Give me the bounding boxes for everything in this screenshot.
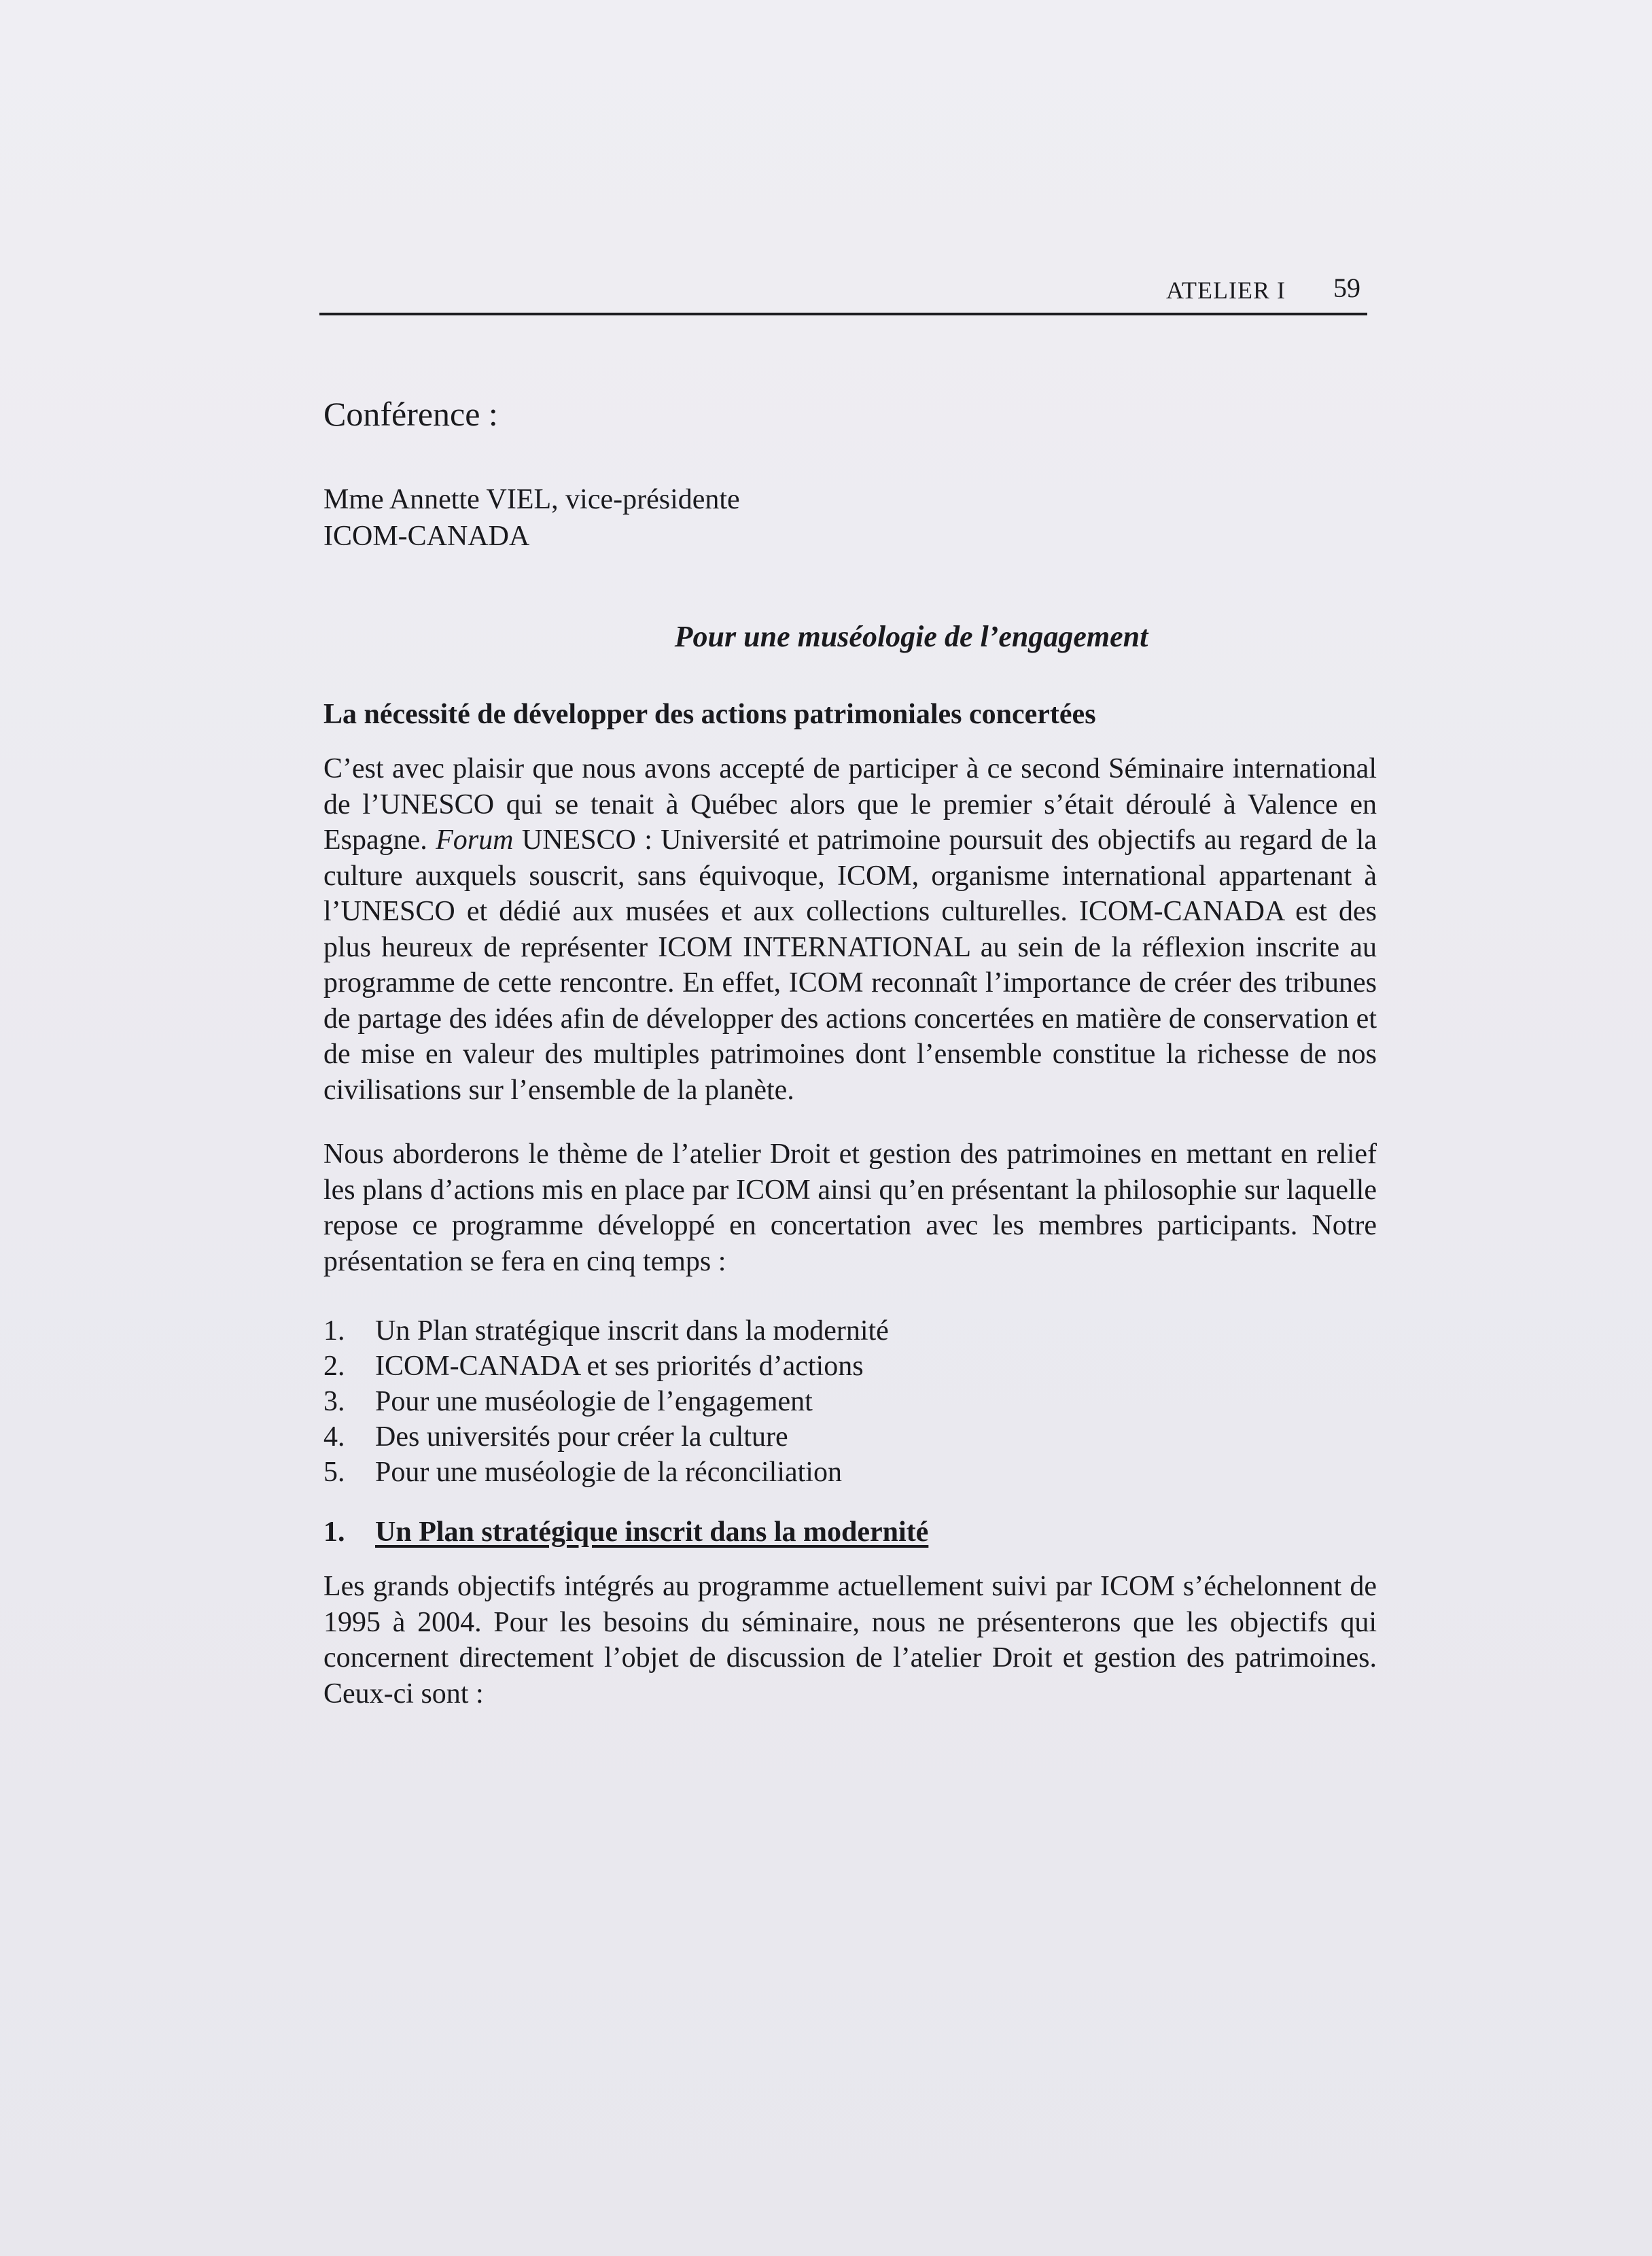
list-item-text: Pour une muséologie de l’engagement <box>375 1386 813 1417</box>
list-item-text: Des universités pour créer la culture <box>375 1421 788 1453</box>
page-header <box>319 271 1367 315</box>
list-item <box>323 1419 1377 1455</box>
list-item <box>323 1384 1377 1419</box>
section-heading: La nécessité de développer des actions patrimoniales concertées <box>323 699 1096 730</box>
list-item-number: 3. <box>323 1386 345 1417</box>
paragraph-approach: Nous aborderons le thème de l’atelier Droit et gestion des patrimoines en mettant en relief les plans d’actions mis en place par ICOM ainsi qu’en présentant la philosophie sur laquelle repose ce programme développé en concertation avec les membres participants. Notre présentation se fera en cinq temps : <box>323 1139 1377 1277</box>
author-organization: ICOM-CANADA <box>323 521 530 552</box>
paragraph-intro-forum: Forum <box>436 825 514 856</box>
subsection-heading <box>323 1516 1377 1548</box>
paragraph-intro-part1: C’est avec plaisir que nous avons accepté de participer à ce second Séminaire international de l’UNESCO qui se tenait à Québec alors que le premier s’était déroulé à Valence en Espagne. <box>323 753 1377 856</box>
page-number: 59 <box>1333 273 1360 303</box>
subsection-title: Un Plan stratégique inscrit dans la modernité <box>375 1516 929 1548</box>
list-item-text: Un Plan stratégique inscrit dans la modernité <box>375 1315 889 1347</box>
list-item <box>323 1349 1377 1384</box>
list-item-text: Pour une muséologie de la réconciliation <box>375 1457 842 1488</box>
paragraph-objectives: Les grands objectifs intégrés au programme actuellement suivi par ICOM s’échelonnent de 1995 à 2004. Pour les besoins du séminaire, nous ne présenterons que les objectifs qui concernent directement l’objet de discussion de l’atelier Droit et gestion des patrimoines. Ceux-ci sont : <box>323 1571 1377 1710</box>
subsection-number: 1. <box>323 1516 345 1548</box>
list-item-number: 2. <box>323 1351 345 1382</box>
talk-title: Pour une muséologie de l’engagement <box>674 620 1148 653</box>
conference-heading: Conférence : <box>323 395 498 433</box>
author-block <box>323 481 1377 555</box>
page-content <box>323 394 1377 1740</box>
paragraph-intro-part2: UNESCO : Université et patrimoine poursuit des objectifs au regard de la culture auxquels souscrit, sans équivoque, ICOM, organisme international appartenant à l’UNESCO et dédié aux musées et aux collections culturelles. ICOM-CANADA est des plus heureux de représenter ICOM INTERNATIONAL au sein de la réflexion inscrite au programme de cette rencontre. En effet, ICOM reconnaît l’importance de créer des tribunes de partage des idées afin de développer des actions concertées en matière de conservation et de mise en valeur des multiples patrimoines dont l’ensemble constitue la richesse de nos civilisations sur l’ensemble de la planète. <box>323 825 1377 1106</box>
author-name: Mme Annette VIEL, vice-présidente <box>323 484 740 515</box>
paragraph-intro <box>323 751 1377 1108</box>
list-item-number: 5. <box>323 1457 345 1488</box>
list-item-number: 1. <box>323 1315 345 1347</box>
list-item <box>323 1313 1377 1349</box>
list-item <box>323 1455 1377 1490</box>
list-item-number: 4. <box>323 1421 345 1453</box>
list-item-text: ICOM-CANADA et ses priorités d’actions <box>375 1351 864 1382</box>
running-head: ATELIER I <box>1166 277 1286 304</box>
outline-list <box>323 1313 1377 1490</box>
